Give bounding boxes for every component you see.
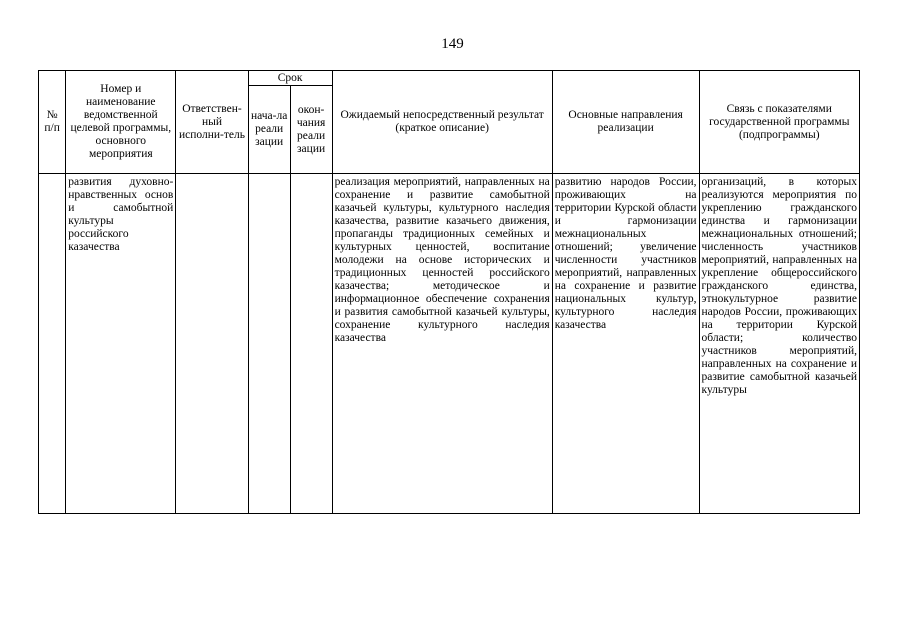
header-program-name: Номер и наименование ведомственной целевой программы, основного мероприятия — [66, 71, 176, 174]
cell-responsible — [176, 174, 248, 514]
cell-term-start — [248, 174, 290, 514]
header-number — [39, 71, 66, 174]
header-term: Срок — [248, 71, 332, 86]
header-number-text: № п/п — [44, 109, 60, 134]
cell-number — [39, 174, 66, 514]
header-term-start: нача-ла реали зации — [248, 86, 290, 174]
program-table — [38, 70, 860, 514]
header-term-end: окон-чания реали зации — [290, 86, 332, 174]
table-row — [39, 174, 860, 514]
cell-directions: развитию народов России, проживающих на территории Курской области и гармонизации межнациональных отношений; увеличение численности участников мероприятий, направленных на сохранение и развитие национальных культур, культурного наследия казачества — [552, 174, 699, 514]
page-number: 149 — [441, 36, 464, 52]
header-indicator-link: Связь с показателями государственной программы (подпрограммы) — [699, 71, 859, 174]
cell-expected-result: реализация мероприятий, направленных на сохранение и развитие самобытной казачьей культуры, культурного наследия казачества, развитие казачьего движения, пропаганды традиционных семейных и культурных ценностей, воспитание молодежи на основе исторических и традиционных ценностей российского казачества; методическое и информационное обеспечение сохранения и развития самобытной казачьей культуры, сохранение культурного наследия казачества — [332, 174, 552, 514]
cell-indicator-link: организаций, в которых реализуются мероприятия по укреплению гражданского единства и гармонизации межнациональных отношений; численность участников мероприятий, направленных на укрепление общероссийского гражданского единства, этнокультурное развитие народов России, проживающих на территории Курской области; количество участников мероприятий, направленных на сохранение и развитие самобытной казачьей культуры — [699, 174, 859, 514]
header-directions: Основные направления реализации — [552, 71, 699, 174]
header-expected-result: Ожидаемый непосредственный результат (краткое описание) — [332, 71, 552, 174]
header-responsible: Ответствен-ный исполни-тель — [176, 71, 248, 174]
cell-program-name: развития духовно-нравственных основ и самобытной культуры российского казачества — [66, 174, 176, 514]
cell-term-end — [290, 174, 332, 514]
